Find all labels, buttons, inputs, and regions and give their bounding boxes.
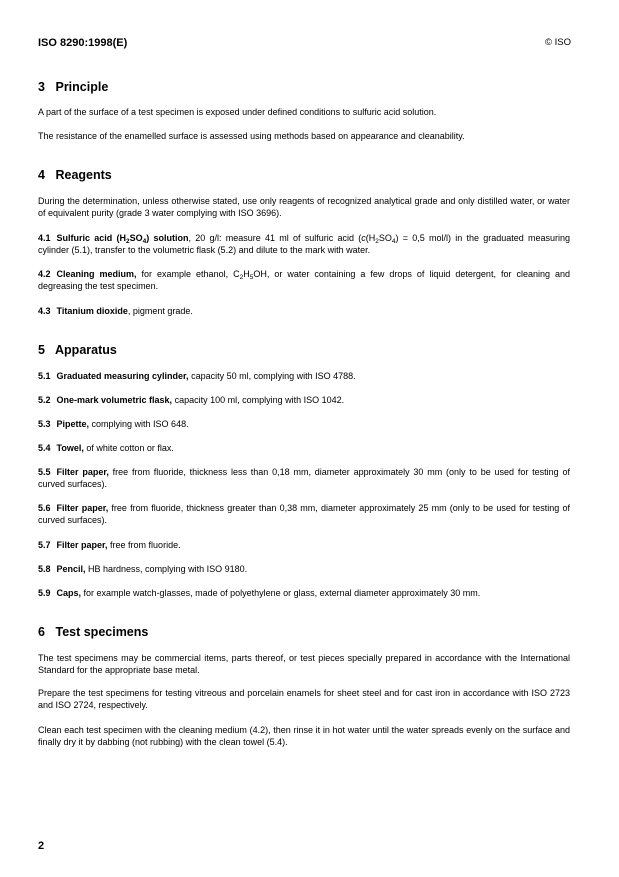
section-6-paragraph-2: Prepare the test specimens for testing vitreous and porcelain enamels for sheet steel and for cast iron in accordance with ISO 2723 and ISO 2724, respectively. <box>38 688 570 710</box>
clause-5-2 <box>38 395 570 407</box>
section-6-heading <box>38 625 148 639</box>
clause-text: capacity 50 ml, complying with ISO 4788. <box>188 371 356 381</box>
clause-text: free from fluoride. <box>107 540 181 550</box>
section-4-paragraph-1: During the determination, unless otherwise stated, use only reagents of recognized analytical grade and only distilled water, or water of equivalent purity (grade 3 water complying with ISO 3696). <box>38 196 570 218</box>
copyright-notice: © ISO <box>544 37 571 48</box>
page-header <box>38 37 571 51</box>
clause-term: One-mark volumetric flask, <box>56 395 173 405</box>
section-number: 3 <box>38 80 45 94</box>
section-title: Apparatus <box>55 343 117 357</box>
clause-text: of white cotton or flax. <box>83 443 174 453</box>
clause-term: Titanium dioxide <box>56 306 128 316</box>
term-part: Sulfuric acid (H <box>56 233 127 243</box>
clause-number: 5.7 <box>38 540 51 550</box>
clause-number: 5.8 <box>38 564 51 574</box>
clause-5-1 <box>38 371 570 383</box>
clause-text: HB hardness, complying with ISO 9180. <box>85 564 248 574</box>
clause-term: Filter paper, <box>56 540 108 550</box>
clause-text: , 20 g/l: measure 41 ml of sulfuric acid ( <box>188 233 362 243</box>
clause-4-2 <box>38 269 570 293</box>
clause-text: ) = 0,5 mol/l) in the graduated measuring cylinder (5.1), transfer to the volumetric flask (5.2) and dilute to the mark with water. <box>38 233 571 255</box>
subscript: 4 <box>391 238 396 245</box>
section-6-paragraph-1: The test specimens may be commercial items, parts thereof, or test pieces specially prepared in accordance with the International Standard for the appropriate base metal. <box>38 653 570 675</box>
clause-number: 4.2 <box>38 269 51 279</box>
subscript: 2 <box>239 274 244 281</box>
clause-number: 5.3 <box>38 419 51 429</box>
section-4-heading <box>38 168 112 182</box>
clause-text: free from fluoride, thickness greater than 0,38 mm, diameter approximately 25 mm (only to be used for testing of curved surfaces). <box>38 503 570 525</box>
clause-term: Towel, <box>56 443 84 453</box>
clause-number: 5.4 <box>38 443 51 453</box>
subscript: 2 <box>126 238 130 245</box>
clause-term: Pipette, <box>56 419 90 429</box>
section-3-paragraph-1: A part of the surface of a test specimen is exposed under defined conditions to sulfuric acid solution. <box>38 107 437 117</box>
section-3-heading <box>38 80 108 94</box>
clause-term: Caps, <box>56 588 82 598</box>
term-part: SO <box>129 233 143 243</box>
clause-text: (H <box>365 233 376 243</box>
concentration-symbol: c <box>361 233 366 243</box>
clause-term: Graduated measuring cylinder, <box>56 371 189 381</box>
clause-text: capacity 100 ml, complying with ISO 1042. <box>172 395 345 405</box>
clause-text: , pigment grade. <box>127 306 193 316</box>
clause-number: 5.1 <box>38 371 51 381</box>
clause-term: Filter paper, <box>56 467 109 477</box>
subscript: 2 <box>375 238 379 245</box>
section-3-paragraph-2: The resistance of the enamelled surface is assessed using methods based on appearance and cleanability. <box>38 131 465 141</box>
section-number: 6 <box>38 625 45 639</box>
clause-term: Cleaning medium, <box>56 269 137 279</box>
section-6-paragraph-3: Clean each test specimen with the cleaning medium (4.2), then rinse it in hot water until the water spreads evenly on the surface and finally dry it by dabbing (not rubbing) with the clean towel (5.4). <box>38 725 570 747</box>
clause-number: 5.2 <box>38 395 51 405</box>
clause-text: OH, or water containing a few drops of liquid detergent, for cleaning and degreasing the test specimen. <box>38 269 570 291</box>
clause-text: for example ethanol, C <box>136 269 240 279</box>
section-title: Test specimens <box>55 625 149 639</box>
section-title: Reagents <box>55 168 112 182</box>
clause-5-3 <box>38 419 570 431</box>
term-part: ) solution <box>146 233 189 243</box>
clause-text: SO <box>378 233 392 243</box>
clause-term: Pencil, <box>56 564 86 574</box>
clause-5-7 <box>38 540 570 552</box>
clause-4-3 <box>38 306 570 318</box>
clause-text: for example watch-glasses, made of polyethylene or glass, external diameter approximately 30 mm. <box>81 588 481 598</box>
clause-text: free from fluoride, thickness less than 0,18 mm, diameter approximately 30 mm (only to be used for testing of curved surfaces). <box>38 467 570 489</box>
clause-text: H <box>243 269 250 279</box>
document-id: ISO 8290:1998(E) <box>38 37 128 49</box>
clause-5-8 <box>38 564 570 576</box>
subscript: 5 <box>249 274 254 281</box>
clause-text: complying with ISO 648. <box>89 419 189 429</box>
clause-4-1 <box>38 233 570 257</box>
clause-number: 5.9 <box>38 588 51 598</box>
section-number: 5 <box>38 343 45 357</box>
page-number: 2 <box>38 840 45 852</box>
clause-number: 5.6 <box>38 503 51 513</box>
clause-5-6 <box>38 503 570 527</box>
section-number: 4 <box>38 168 45 182</box>
clause-number: 4.1 <box>38 233 51 243</box>
section-title: Principle <box>55 80 109 94</box>
clause-term <box>57 233 189 243</box>
clause-number: 4.3 <box>38 306 51 316</box>
clause-term: Filter paper, <box>56 503 109 513</box>
clause-5-9 <box>38 588 570 600</box>
clause-5-4 <box>38 443 570 455</box>
subscript: 4 <box>142 238 147 245</box>
clause-number: 5.5 <box>38 467 51 477</box>
clause-5-5 <box>38 467 570 491</box>
section-5-heading <box>38 343 117 357</box>
